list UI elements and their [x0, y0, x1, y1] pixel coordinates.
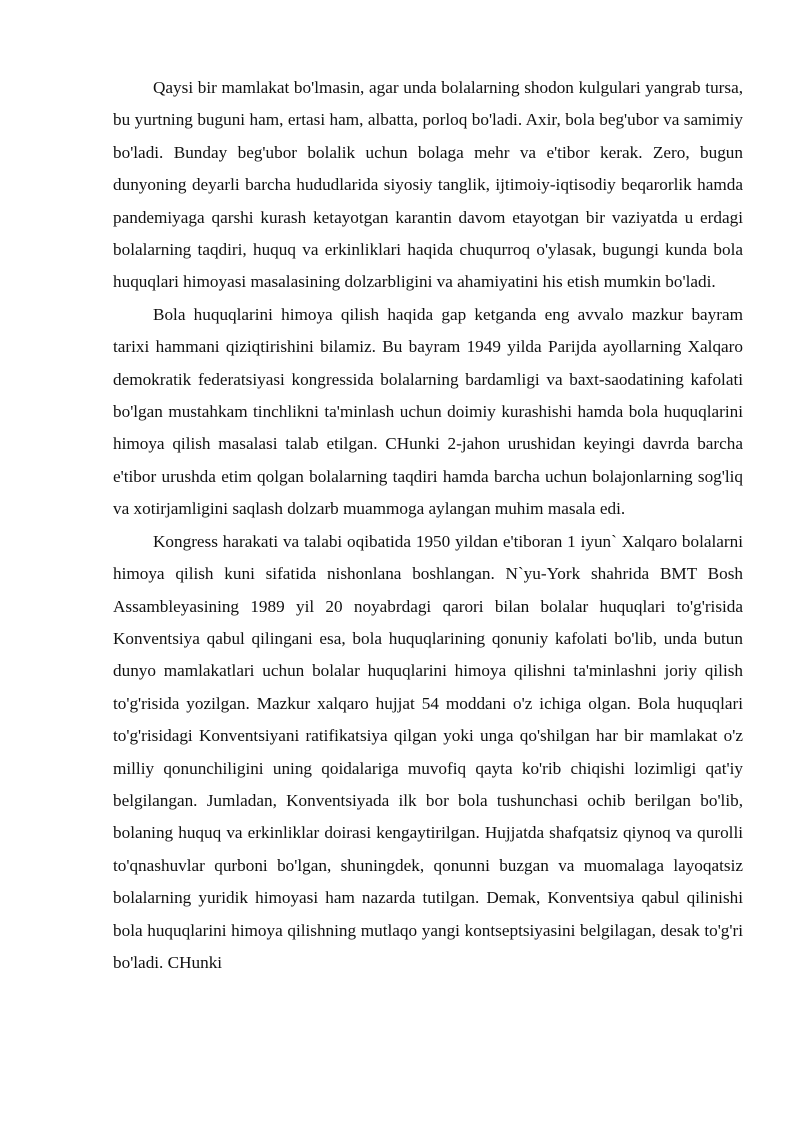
paragraph-2: Bola huquqlarini himoya qilish haqida gap ketganda eng avvalo mazkur bayram tarixi hammani qiziqtirishini bilamiz. Bu bayram 1949 yilda Parijda ayollarning Xalqaro demokratik federatsiyasi kongressida bolalarning bardamligi va baxt-saodatining kafolati bo'lgan mustahkam tinchlikni ta'minlash uchun doimiy kurashishi hamda bola huquqlarini himoya qilish masalasi talab etilgan. CHunki 2-jahon urushidan keyingi davrda barcha e'tibor urushda etim qolgan bolalarning taqdiri hamda barcha uchun bolajonlarning sog'liq va xotirjamligini saqlash dolzarb muammoga aylangan muhim masala edi.	[113, 304, 743, 519]
paragraph-1: Qaysi bir mamlakat bo'lmasin, agar unda bolalarning shodon kulgulari yangrab tursa, bu yurtning buguni ham, ertasi ham, albatta, porloq bo'ladi. Axir, bola beg'ubor va samimiy bo'ladi. Bunday beg'ubor bolalik uchun bolaga mehr va e'tibor kerak. Zero, bugun dunyoning deyarli barcha hududlarida siyosiy tanglik, ijtimoiy-iqtisodiy beqarorlik hamda pandemiyaga qarshi kurash ketayotgan karantin davom etayotgan bir vaziyatda u erdagi bolalarning taqdiri, huquq va erkinliklari haqida chuqurroq o'ylasak, bugungi kunda bola huquqlari himoyasi masalasining dolzarbligini va ahamiyatini his etish mumkin bo'ladi.	[113, 78, 743, 292]
paragraph-3: Kongress harakati va talabi oqibatida 1950 yildan e'tiboran 1 iyun` Xalqaro bolalarni himoya qilish kuni sifatida nishonlana boshlangan. N`yu-York shahrida BMT Bosh Assambleyasining 1989 yil 20 noyabrdagi qarori bilan bolalar huquqlari to'g'risida Konventsiya qabul qilingani esa, bola huquqlarining qonuniy kafolati bo'lib, unda butun dunyo mamlakatlari uchun bolalar huquqlarini himoya qilishni ta'minlashni joriy qilish to'g'risida yozilgan. Mazkur xalqaro hujjat 54 moddani o'z ichiga olgan. Bola huquqlari to'g'risidagi Konventsiyani ratifikatsiya qilgan yoki unga qo'shilgan har bir mamlakat o'z milliy qonunchiligini uning qoidalariga muvofiq qayta ko'rib chiqishi lozimligi qat'iy belgilangan. Jumladan, Konventsiyada ilk bor bola tushunchasi ochib berilgan bo'lib, bolaning huquq va erkinliklar doirasi kengaytirilgan. Hujjatda shafqatsiz qiynoq va qurolli to'qnashuvlar qurboni bo'lgan, shuningdek, qonunni buzgan va muomalaga layoqatsiz bolalarning yuridik himoyasi ham nazarda tutilgan. Demak, Konventsiya qabul qilinishi bola huquqlarini himoya qilishning mutlaqo yangi kontseptsiyasini belgilagan, desak to'g'ri bo'ladi. CHunki	[113, 531, 743, 972]
document-page	[113, 72, 743, 979]
